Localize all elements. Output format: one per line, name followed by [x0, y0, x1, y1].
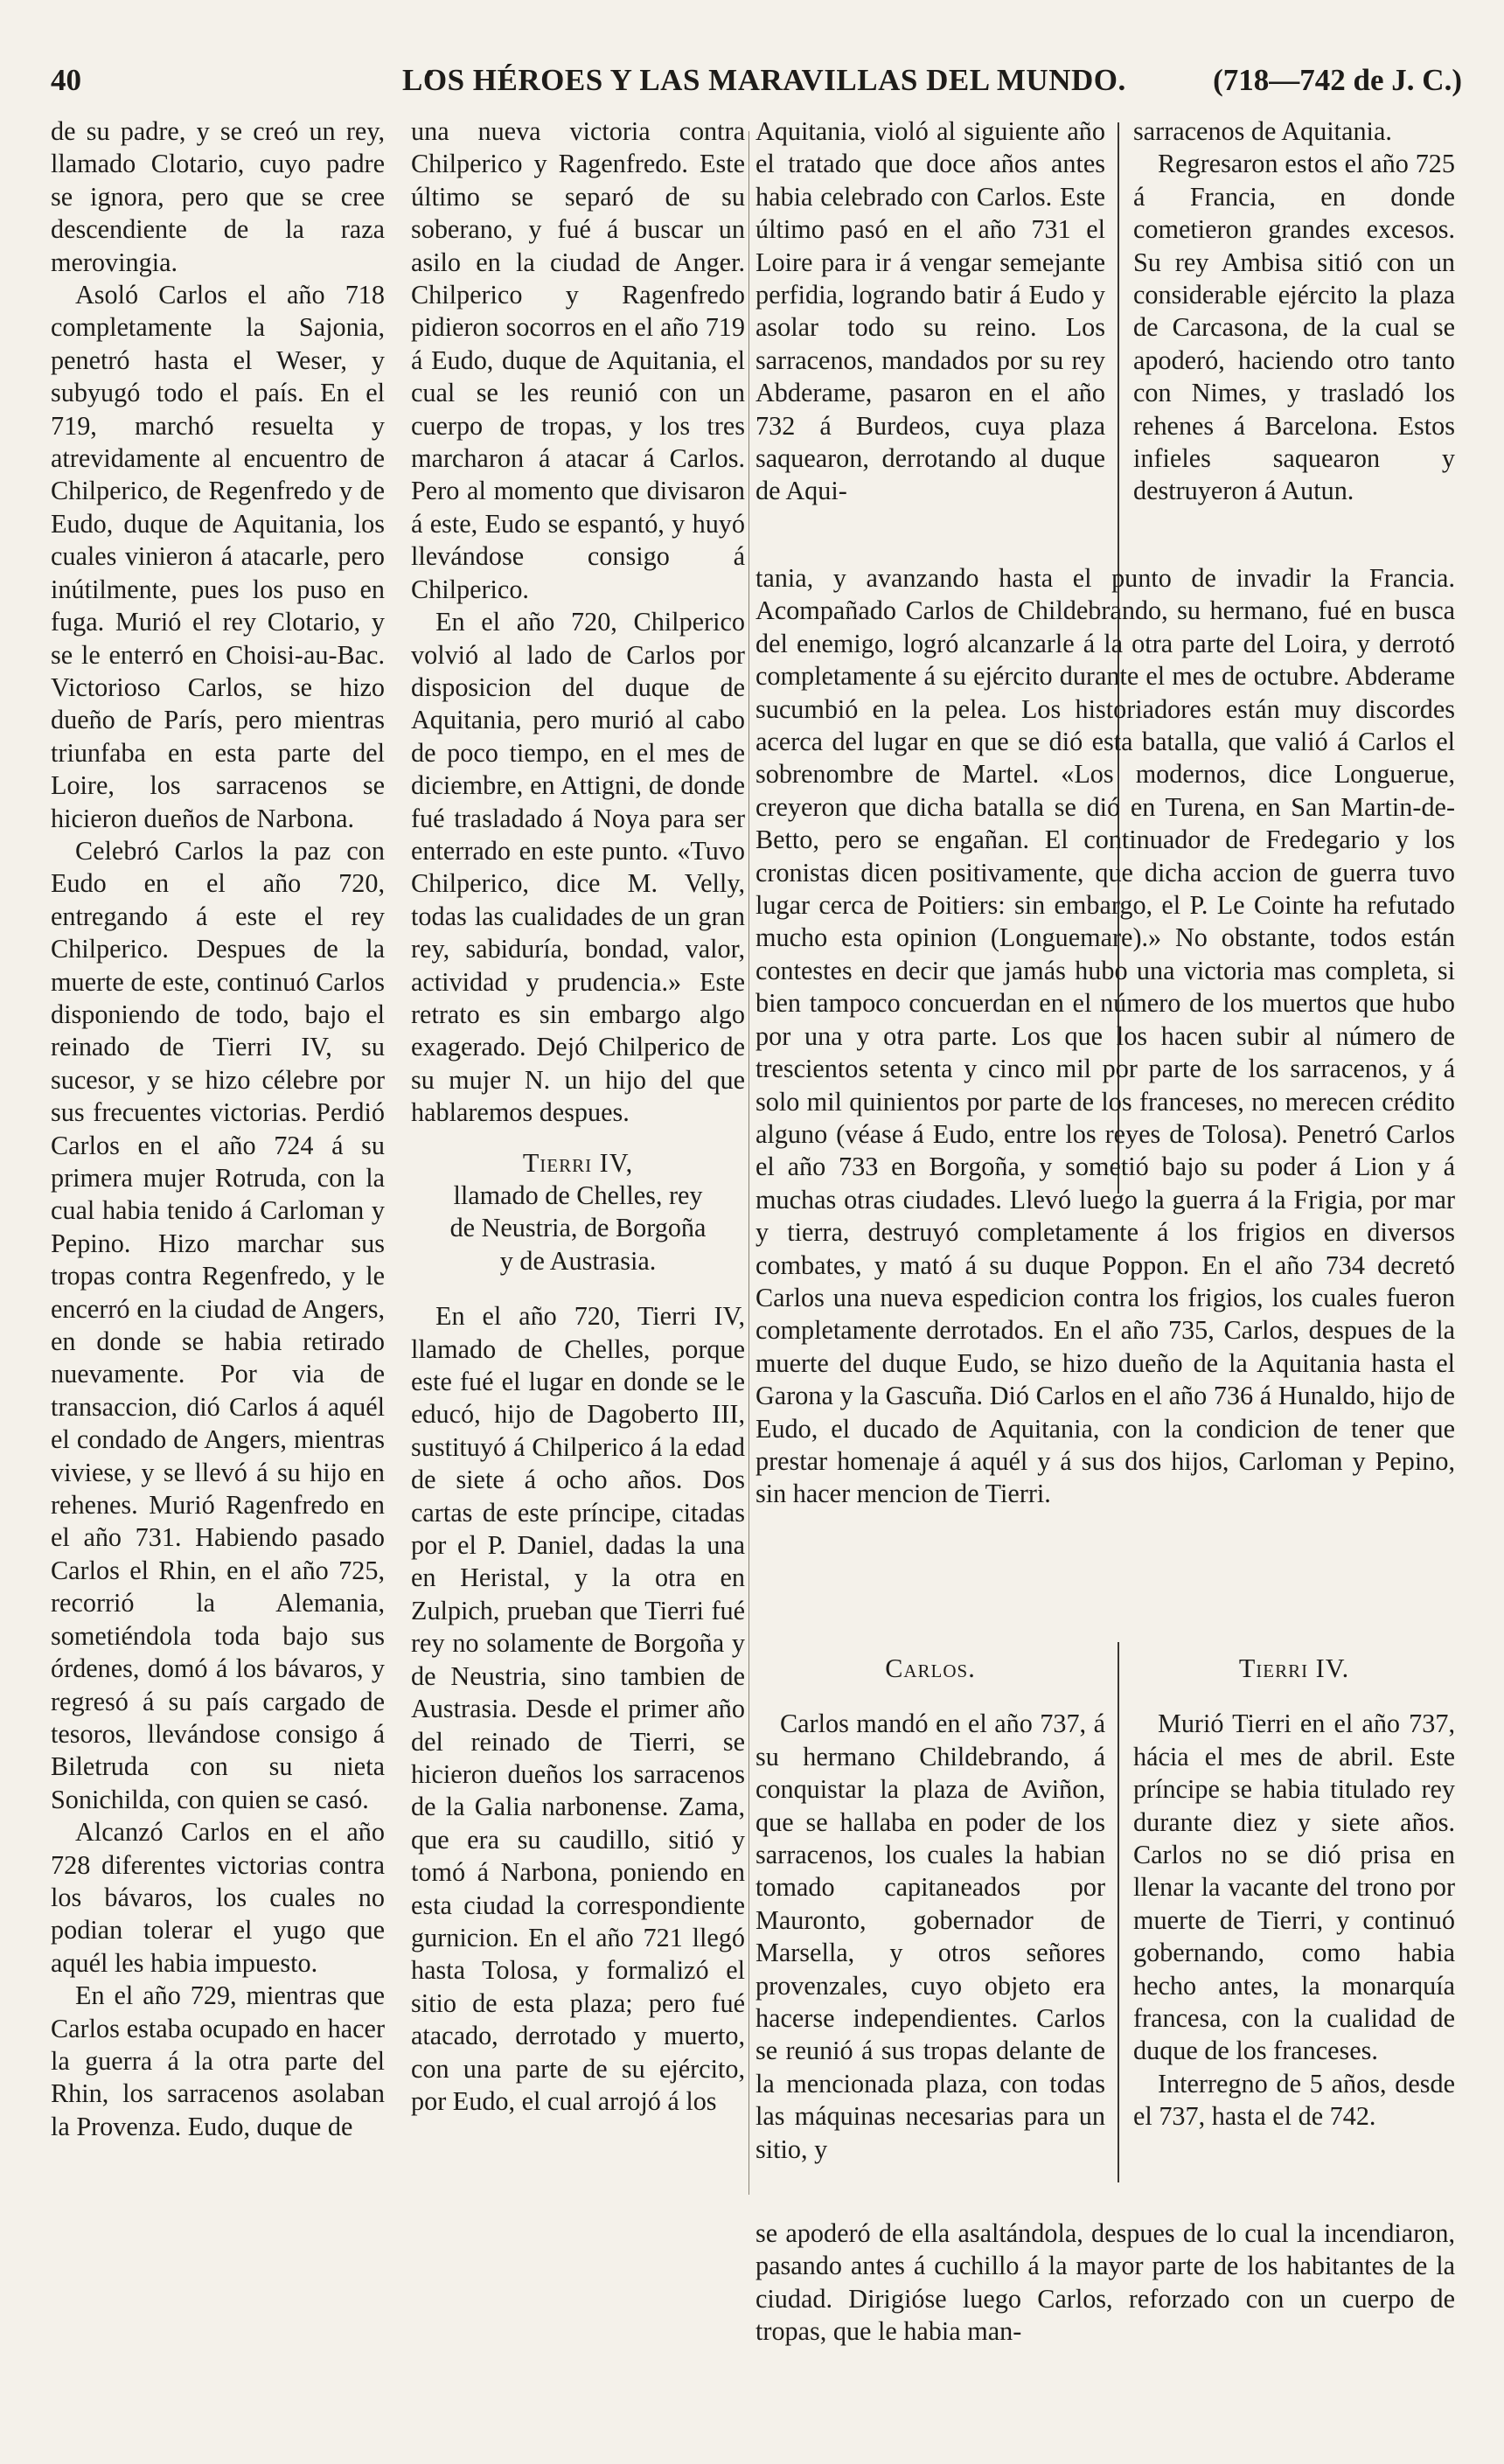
- col2-paragraph: una nueva victoria contra Chilperico y Ragenfredo. Este último se separó de su soberano, y fué á buscar un asilo en la ciudad de Anger. Chilperico y Ragenfredo pidieron socorros en el año 719 á Eudo, duque de Aquitania, el cual se les reunió con un cuerpo de tropas, y los tres marcharon á atacar á Carlos. Pero al momento que divisaron á este, Eudo se espantó, y huyó llevándose consigo á Chilperico.: [411, 116, 745, 604]
- col1-paragraph: Celebró Carlos la paz con Eudo en el año 720, entregando á este el rey Chilperico. Despues de la muerte de este, continuó Carlos disponiendo de todo, bajo el reinado de Tierri IV, su sucesor, y se hizo célebre por sus frecuentes victorias. Perdió Carlos en el año 724 á su primera mujer Rotruda, con la cual habia tenido á Carloman y Pepino. Hizo marchar sus tropas contra Regenfredo, y le encerró en la ciudad de Angers, en donde se habia retirado nuevamente. Por via de transaccion, dió Carlos á aquél el condado de Angers, mientras viviese, y se llevó á su hijo en rehenes. Murió Ragenfredo en el año 731. Habiendo pasado Carlos el Rhin, en el año 725, recorrió la Alemania, sometiéndola toda bajo sus órdenes, domó á los bávaros, y regresó á su país cargado de tesoros, llevándose consigo á Biletruda con su nieta Sonichilda, con quien se casó.: [51, 835, 385, 1814]
- column-2: [411, 115, 745, 2463]
- running-title: LOS HÉROES Y LAS MARAVILLAS DEL MUNDO.: [402, 63, 1126, 97]
- wide-paragraph: tania, y avanzando hasta el punto de invadir la Francia. Acompañado Carlos de Childebrando, su hermano, fué en busca del enemigo, logró alcanzarle á la otra parte del Loira, y derrotó completamente á su ejército durante el mes de octubre. Abderame sucumbió en la pelea. Los historiadores están muy discordes acerca del lugar en que se dió esta batalla, que valió á Carlos el sobrenombre de Martel. «Los modernos, dice Longuerue, creyeron que dicha batalla se dió en Turena, en San Martin-de-Betto, pero se engañan. El continuador de Fredegario y los cronistas dicen positivamente, que dicha accion de guerra tuvo lugar cerca de Poitiers: sin embargo, el P. Le Cointe ha refutado mucho esta opinion (Longuemare).» No obstante, todos están contestes en decir que jamás hubo una victoria mas completa, si bien tampoco concuerdan en el número de los muertos que hubo por una y otra parte. Los que los hacen subir al número de trescientos setenta y cinco mil por parte de los sarracenos, y á solo mil quinientos por parte de los franceses, no merecen crédito alguno (véase á Eudo, entre los reyes de Tolosa). Penetró Carlos el año 733 en Borgoña, y sometió bajo su poder á Lion y á muchas otras ciudades. Llevó luego la guerra á la Frigia, por mar y tierra, destruyó completamente á los frigios en diversos combates, y mató á su duque Poppon. En el año 734 decretó Carlos una nueva espedicion contra los frigios, los cuales fueron completamente derrotados. En el año 735, Carlos, despues de la muerte del duque Eudo, se hizo dueño de la Aquitania hasta el Garona y la Gascuña. Dió Carlos en el año 736 á Hunaldo, hijo de Eudo, el ducado de Aquitania, con la condicion de tener que prestar homenaje á aquél y á sus dos hijos, Carloman y Pepino, sin hacer mencion de Tierri.: [755, 563, 1455, 1509]
- section-heading-tierri: Tierri IV.: [1238, 1653, 1350, 1683]
- col2-paragraph: En el año 720, Chilperico volvió al lado de Carlos por disposicion del duque de Aquitania, pero murió al cabo de poco tiempo, en el mes de diciembre, en Attigni, de donde fué trasladado á Noya para ser enterrado en este punto. «Tuvo Chilperico, dice M. Velly, todas las cualidades de un gran rey, sabiduría, bondad, valor, actividad y prudencia.» Este retrato es sin embargo algo exagerado. Dejó Chilperico de su mujer N. un hijo del que hablaremos despues.: [411, 607, 745, 1128]
- col6-paragraph: Interregno de 5 años, desde el 737, hasta el de 742.: [1133, 2068, 1455, 2132]
- column-tierri: [1133, 1653, 1455, 2212]
- page-number: 40: [51, 63, 81, 97]
- section-heading-carlos: Carlos.: [885, 1653, 976, 1683]
- col1-paragraph: Alcanzó Carlos en el año 728 diferentes victorias contra los bávaros, los cuales no podian tolerar el yugo que aquél les habia impuesto.: [51, 1817, 385, 1978]
- section-subheading-line: de Neustria, de Borgoña: [449, 1213, 707, 1243]
- col4-paragraph: Regresaron estos el año 725 á Francia, en donde cometieron grandes excesos. Su rey Ambisa sitió con un considerable ejército la plaza de Carcasona, de la cual se apoderó, haciendo otro tanto con Nimes, y trasladó los rehenes á Barcelona. Estos infieles saquearon y destruyeron á Autun.: [1133, 149, 1455, 506]
- column-1: [51, 115, 385, 2463]
- col6-paragraph: Murió Tierri en el año 737, hácia el mes de abril. Este príncipe se habia titulado rey durante diez y siete años. Carlos no se dió prisa en llenar la vacante del trono por muerte de Tierri, y continuó gobernando, como habia hecho antes, la monarquía francesa, con la cualidad de duque de los franceses.: [1133, 1709, 1455, 2066]
- column-carlos: [755, 1653, 1105, 2212]
- col2-paragraph: En el año 720, Tierri IV, llamado de Chelles, porque este fué el lugar en donde se le educó, hijo de Dagoberto III, sustituyó á Chilperico á la edad de siete á ocho años. Dos cartas de este príncipe, citadas por el P. Daniel, dadas la una en Heristal, y la otra en Zulpich, prueban que Tierri fué rey no solamente de Borgoña y de Neustria, sino tambien de Austrasia. Desde el primer año del reinado de Tierri, se hicieron dueños los sarracenos de la Galia narbonense. Zama, que era su caudillo, sitió y tomó á Narbona, poniendo en esta ciudad la correspondiente gurnicion. En el año 721 llegó hasta Tolosa, y formalizó el sitio de esta plaza; pero fué atacado, derrotado y muerto, con una parte de su ejército, por Eudo, el cual arrojó á los: [411, 1301, 745, 2116]
- section-subheading-line: y de Austrasia.: [499, 1245, 657, 1276]
- section-heading-tierri-iv: Tierri IV,: [522, 1147, 634, 1178]
- col3-paragraph: Aquitania, violó al siguiente año el tratado que doce años antes habia celebrado con Carlos. Este último pasó en el año 731 el Loire para ir á vengar semejante perfidia, logrando batir á Eudo y asolar todo su reino. Los sarracenos, mandados por su rey Abderame, pasaron en el año 732 á Burdeos, cuya plaza saquearon, derrotando al duque de Aqui-: [755, 116, 1105, 506]
- col1-paragraph: de su padre, y se creó un rey, llamado Clotario, cuyo padre se ignora, pero que se cree descendiente de la raza merovingia.: [51, 116, 385, 277]
- spacer: [1133, 1685, 1455, 1708]
- col1-paragraph: Asoló Carlos el año 718 completamente la Sajonia, penetró hasta el Weser, y subyugó todo el país. En el 719, marchó resuelta y atrevidamente al encuentro de Chilperico, de Regenfredo y de Eudo, duque de Aquitania, los cuales vinieron á atacarle, pero inútilmente, pues los puso en fuga. Murió el rey Clotario, y se le enterró en Choisi-au-Bac. Victorioso Carlos, se hizo dueño de París, pero mientras triunfaba en esta parte del Loire, los sarracenos se hicieron dueños de Narbona.: [51, 280, 385, 833]
- column-rule-lower-right: [1118, 1642, 1119, 2182]
- wide-block-lower: [755, 2217, 1455, 2349]
- wide-paragraph: se apoderó de ella asaltándola, despues de lo cual la incendiaron, pasando antes á cuchillo á la mayor parte de los habitantes de la ciudad. Dirigióse luego Carlos, reforzado con un cuerpo de tropas, que le habia man-: [755, 2218, 1455, 2347]
- col4-paragraph: sarracenos de Aquitania.: [1133, 116, 1392, 146]
- date-range: (718—742 de J. C.): [1213, 63, 1462, 97]
- column-4-upper: [1133, 115, 1455, 561]
- column-3-upper: [755, 115, 1105, 561]
- wide-block-upper: [755, 562, 1455, 1511]
- col1-paragraph: En el año 729, mientras que Carlos estaba ocupado en hacer la guerra á la otra parte del Rhin, los sarracenos asolaban la Provenza. Eudo, duque de: [51, 1980, 385, 2141]
- section-subheading-line: llamado de Chelles, rey: [453, 1180, 703, 1210]
- col5-paragraph: Carlos mandó en el año 737, á su hermano Childebrando, á conquistar la plaza de Aviñon, que se hallaba en poder de los sarracenos, los cuales la habian tomado capitaneados por Mauronto, gobernador de Marsella, y otros señores provenzales, cuyo objeto era hacerse independientes. Carlos se reunió á sus tropas delante de la mencionada plaza, con todas las máquinas necesarias para un sitio, y: [755, 1709, 1105, 2164]
- spacer: [755, 1685, 1105, 1708]
- spacer: [411, 1277, 745, 1300]
